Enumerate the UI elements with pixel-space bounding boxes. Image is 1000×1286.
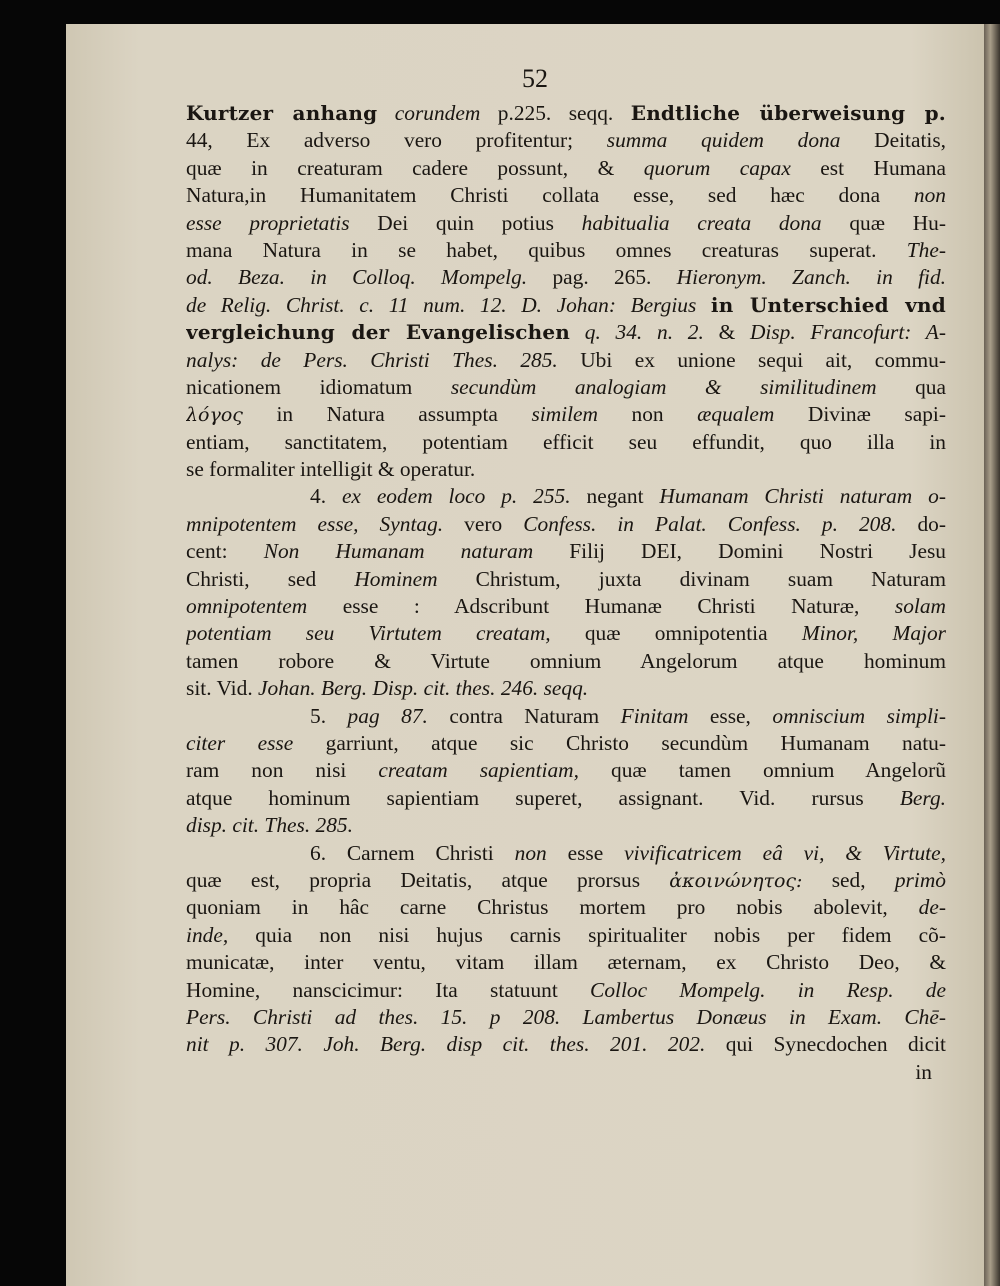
page-number: 52	[522, 64, 548, 93]
text-line: 44, Ex adverso vero profitentur; summa quidem dona Deitatis,	[186, 128, 946, 153]
text-line: Kurtzer anhang corundem p.225. seqq. Endtliche überweisung p.	[186, 101, 946, 125]
body-text	[186, 100, 946, 1086]
text-line: tamen robore & Virtute omnium Angelorum atque hominum	[186, 648, 946, 673]
text-line: ram non nisi creatam sapientiam, quæ tamen omnium Angelorũ	[186, 758, 946, 783]
text-line: disp. cit. Thes. 285.	[186, 813, 353, 838]
text-line: quæ est, propria Deitatis, atque prorsus ἀκοινώνητος: sed, primò	[186, 867, 946, 892]
text-line: esse proprietatis Dei quin potius habitualia creata dona quæ Hu-	[186, 210, 946, 235]
text-line: quoniam in hâc carne Christus mortem pro nobis abolevit, de-	[186, 895, 946, 920]
text-line: quæ in creaturam cadere possunt, & quorum capax est Humana	[186, 155, 946, 180]
text-line: mana Natura in se habet, quibus omnes creaturas superat. The-	[186, 237, 946, 262]
text-line: entiam, sanctitatem, potentiam efficit seu effundit, quo illa in	[186, 429, 946, 454]
text-line: vergleichung der Evangelischen q. 34. n. 2. & Disp. Francofurt: A-	[186, 320, 946, 345]
text-line: citer esse garriunt, atque sic Christo secundùm Humanam natu-	[186, 731, 946, 756]
text-line: Pers. Christi ad thes. 15. p 208. Lambertus Donæus in Exam. Chē-	[186, 1004, 946, 1029]
text-line: nalys: de Pers. Christi Thes. 285. Ubi ex unione sequi ait, commu-	[186, 347, 946, 372]
text-line: Natura,in Humanitatem Christi collata esse, sed hæc dona non	[186, 183, 946, 208]
text-line: de Relig. Christ. c. 11 num. 12. D. Johan: Bergius in Unterschied vnd	[186, 292, 946, 317]
text-line: 5. pag 87. contra Naturam Finitam esse, omniscium simpli-	[310, 703, 946, 728]
text-line: nicationem idiomatum secundùm analogiam & similitudinem qua	[186, 374, 946, 399]
text-line: sit. Vid. Johan. Berg. Disp. cit. thes. 246. seqq.	[186, 676, 589, 701]
text-line: λόγος in Natura assumpta similem non æqualem Divinæ sapi-	[186, 402, 946, 427]
text-line: 6. Carnem Christi non esse vivificatricem eâ vi, & Virtute,	[310, 840, 946, 865]
text-line: inde, quia non nisi hujus carnis spiritualiter nobis per fidem cõ-	[186, 922, 946, 947]
text-line: se formaliter intelligit & operatur.	[186, 457, 476, 482]
text-line: nit p. 307. Joh. Berg. disp cit. thes. 201. 202. qui Synecdochen dicit	[186, 1032, 946, 1057]
text-line: od. Beza. in Colloq. Mompelg. pag. 265. Hieronym. Zanch. in fid.	[186, 265, 946, 290]
text-line: 4. ex eodem loco p. 255. negant Humanam Christi naturam o-	[310, 484, 946, 509]
page-edge	[984, 24, 1000, 1286]
text-line: mnipotentem esse, Syntag. vero Confess. in Palat. Confess. p. 208. do-	[186, 511, 946, 536]
text-line: omnipotentem esse : Adscribunt Humanæ Christi Naturæ, solam	[186, 594, 946, 619]
text-line: atque hominum sapientiam superet, assignant. Vid. rursus Berg.	[186, 785, 946, 810]
text-line: municatæ, inter ventu, vitam illam æternam, ex Christo Deo, &	[186, 950, 946, 975]
text-line: cent: Non Humanam naturam Filij DEI, Domini Nostri Jesu	[186, 539, 946, 564]
text-line: Christi, sed Hominem Christum, juxta divinam suam Naturam	[186, 566, 946, 591]
catchword: in	[915, 1059, 932, 1084]
text-line: Homine, nanscicimur: Ita statuunt Colloc Mompelg. in Resp. de	[186, 977, 946, 1002]
text-line: potentiam seu Virtutem creatam, quæ omnipotentia Minor, Major	[186, 621, 946, 646]
